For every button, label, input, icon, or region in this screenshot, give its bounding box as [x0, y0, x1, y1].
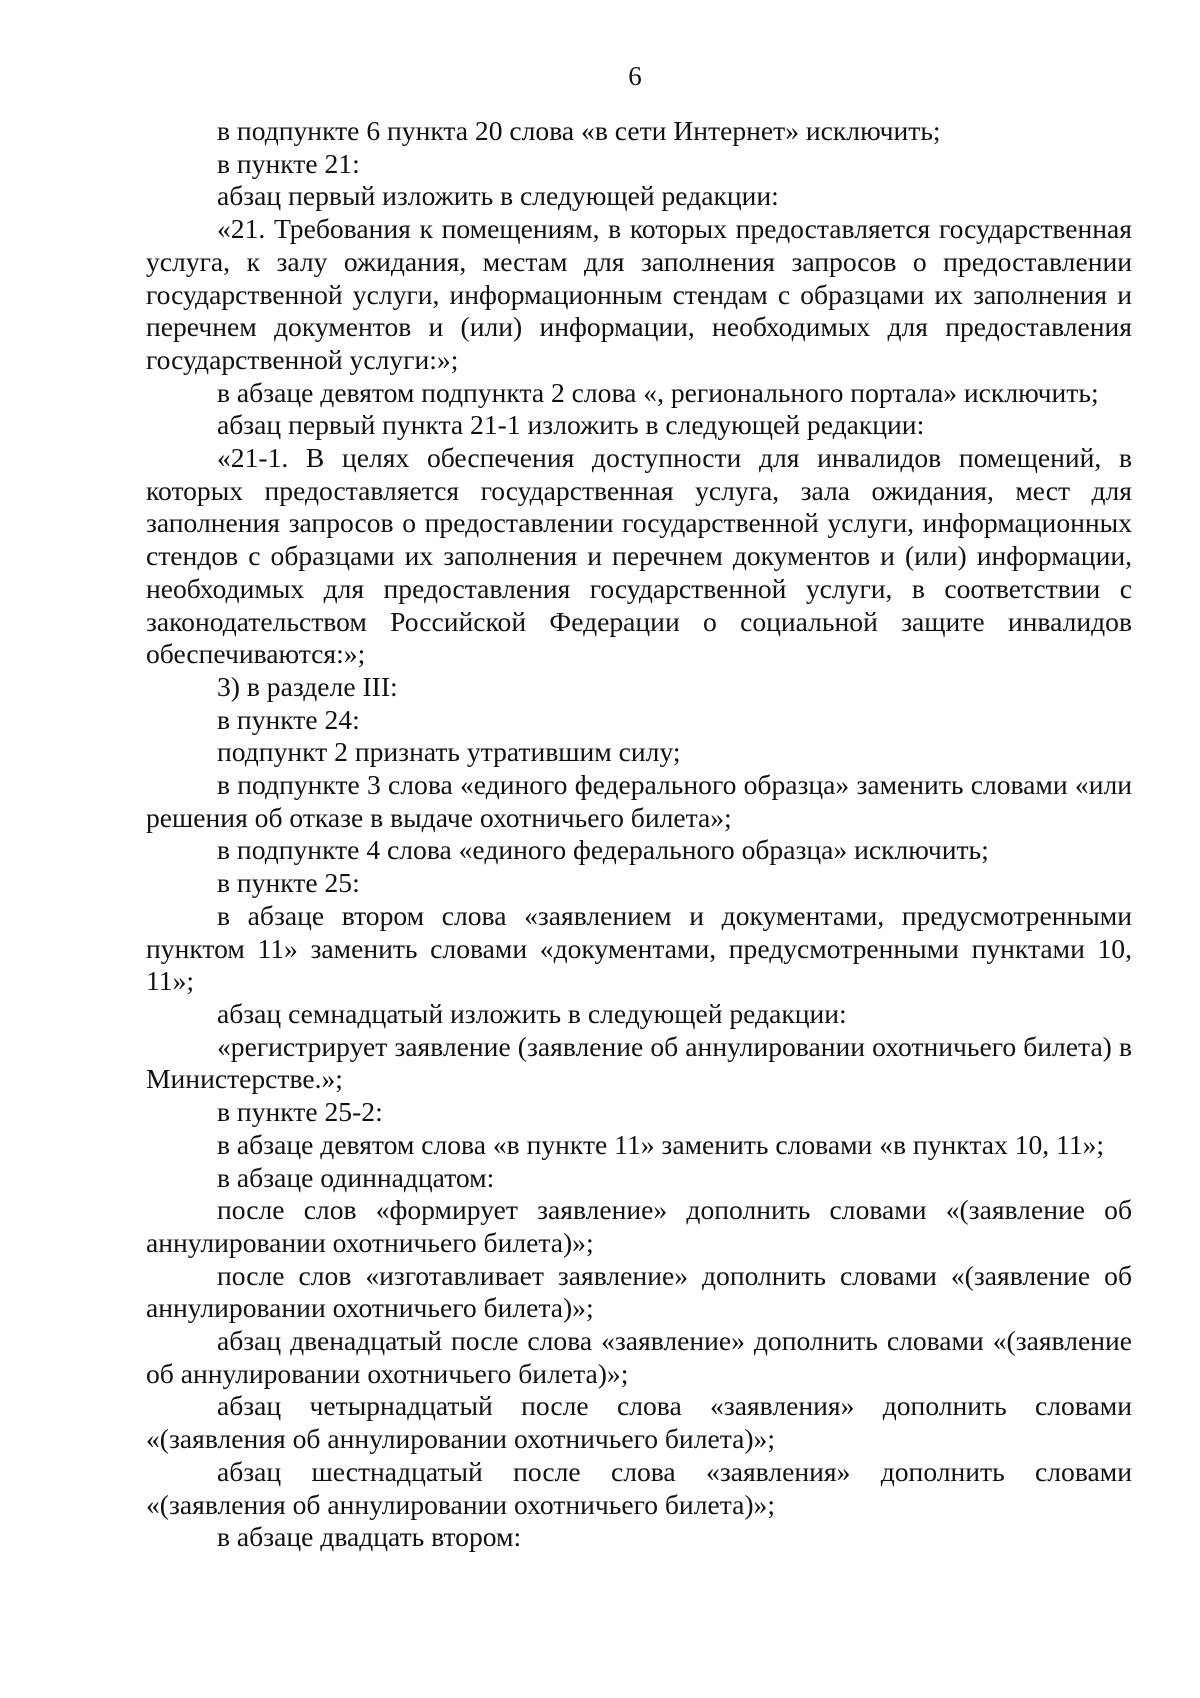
paragraph: в абзаце девятом подпункта 2 слова «, регионального портала» исключить;: [217, 376, 1099, 408]
paragraph: абзац четырнадцатый после слова «заявления» дополнить словами «(заявления об аннулировании охотничьего билета)»;: [146, 1390, 1132, 1455]
paragraph: 3) в разделе III:: [217, 670, 398, 702]
paragraph: после слов «формирует заявление» дополнить словами «(заявление об аннулировании охотничьего билета)»;: [146, 1194, 1132, 1258]
paragraph: в подпункте 4 слова «единого федерального образца» исключить;: [217, 834, 989, 866]
paragraph: в пункте 25-2:: [217, 1096, 383, 1128]
paragraph: абзац семнадцатый изложить в следующей редакции:: [217, 997, 847, 1029]
paragraph: абзац первый пункта 21-1 изложить в следующей редакции:: [217, 409, 925, 441]
paragraph: после слов «изготавливает заявление» дополнить словами «(заявление об аннулировании охотничьего билета)»;: [146, 1259, 1132, 1324]
paragraph: «21. Требования к помещениям, в которых предоставляется государственная услуга, к залу ожидания, местам для заполнения запросов о предоставлении государственной услуги, информационным стендам с образцами их заполнения и перечнем документов и (или) информации, необходимых для предоставления государственной услуги:»;: [146, 213, 1132, 375]
paragraph: в подпункте 3 слова «единого федерального образца» заменить словами «или решения об отказе в выдаче охотничьего билета»;: [146, 769, 1132, 833]
paragraph: в абзаце одиннадцатом:: [217, 1161, 495, 1193]
paragraph: «регистрирует заявление (заявление об аннулировании охотничьего билета) в Министерстве.»;: [146, 1030, 1132, 1095]
paragraph: в пункте 21:: [217, 147, 360, 179]
paragraph: «21-1. В целях обеспечения доступности для инвалидов помещений, в которых предоставляется государственная услуга, зала ожидания, мест для заполнения запросов о предоставлении государственной услуги, информационных стендов с образцами их заполнения и перечнем документов и (или) информации, необходимых для предоставления государственной услуги, в соответствии с законодательством Российской Федерации о социальной защите инвалидов обеспечиваются:»;: [146, 442, 1132, 670]
paragraph: в абзаце девятом слова «в пункте 11» заменить словами «в пунктах 10, 11»;: [217, 1128, 1105, 1160]
paragraph: абзац шестнадцатый после слова «заявления» дополнить словами «(заявления об аннулировании охотничьего билета)»;: [146, 1455, 1132, 1520]
paragraph: в абзаце втором слова «заявлением и документами, предусмотренными пунктом 11» заменить словами «документами, предусмотренными пунктами 10, 11»;: [146, 899, 1132, 997]
paragraph: в пункте 25:: [217, 867, 360, 899]
paragraph: абзац первый изложить в следующей редакции:: [217, 180, 779, 212]
document-body: [146, 115, 1132, 1554]
paragraph: в пункте 24:: [217, 703, 360, 735]
paragraph: подпункт 2 признать утратившим силу;: [217, 736, 681, 768]
paragraph: абзац двенадцатый после слова «заявление» дополнить словами «(заявление об аннулировании охотничьего билета)»;: [146, 1325, 1132, 1389]
page-number: 6: [628, 61, 642, 91]
paragraph: в абзаце двадцать втором:: [217, 1521, 522, 1553]
paragraph: в подпункте 6 пункта 20 слова «в сети Интернет» исключить;: [217, 115, 941, 146]
